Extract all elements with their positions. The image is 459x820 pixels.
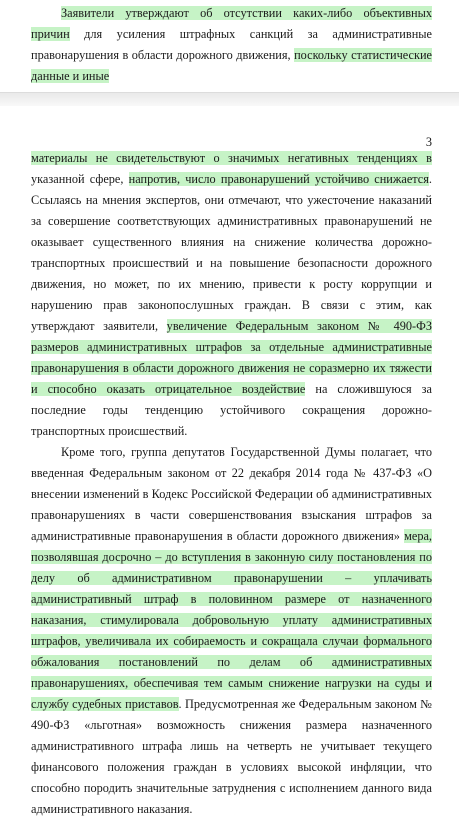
paragraph: [31, 442, 432, 820]
highlighted-text: материалы не свидетельствуют о значимых негативных тенденциях в: [31, 151, 432, 165]
plain-text: Кроме того, группа депутатов Государственной Думы полагает, что введенная Федеральным законом от 22 декабря 2014 года № 437-ФЗ «О внесении изменений в Кодекс Российской Федерации об административных правонарушениях в части совершенствования взыскания штрафов за административные правонарушения в области дорожного движения»: [31, 445, 432, 543]
highlighted-text: увеличение Федеральным законом № 490-ФЗ размеров административных штрафов за отдельные административные правонарушения в области дорожного движения не соразмерно их тяжести и способно оказать отрицательное воздействие: [31, 319, 432, 396]
plain-text: . Предусмотренная же Федеральным законом № 490-ФЗ «льготная» возможность снижения размера назначенного административного штрафа лишь на четверть не учитывает текущего финансового положения граждан в условиях высокой инфляции, что способно породить значительные затруднения с исполнением данного вида административного наказания.: [31, 697, 432, 816]
paragraph-fragment: [31, 3, 432, 87]
page-separator: [0, 92, 459, 107]
highlighted-text: поскольку статистические данные и иные: [31, 48, 432, 83]
highlighted-text: мера, позволявшая досрочно – до вступления в законную силу постановления по делу об административном правонарушении – уплачивать административный штраф в половинном размере от назначенного наказания, стимулировала добровольную уплату административных штрафов, увеличивала их собираемость и сокращала случаи формального обжалования постановлений по делам об административных правонарушениях, обеспечивая тем самым снижение нагрузки на суды и службу судебных приставов: [31, 529, 432, 711]
previous-page-text: [31, 3, 432, 87]
highlighted-text: напротив, число правонарушений устойчиво снижается: [128, 172, 429, 186]
plain-text: указанной сфере,: [31, 172, 129, 186]
highlighted-text: Заявители утверждают об отсутствии каких-либо объективных причин: [31, 6, 432, 41]
paragraph-continuation: [31, 148, 432, 442]
page-number: 3: [425, 135, 432, 149]
plain-text: . Ссылаясь на мнения экспертов, они отмечают, что ужесточение наказаний за совершение соответствующих административных правонарушений не оказывает существенного влияния на снижение количества дорожно-транспортных происшествий и на повышение безопасности дорожного движения, но может, по их мнению, привести к росту коррупции и нарушению прав законопослушных граждан. В связи с этим, как утверждают заявители,: [31, 172, 432, 333]
plain-text: на сложившуюся за последние годы тенденцию устойчивого сокращения дорожно-транспортных происшествий.: [31, 382, 432, 438]
plain-text: для усиления штрафных санкций за административные правонарушения в области дорожного движения,: [31, 27, 432, 62]
page-body: [31, 148, 432, 820]
